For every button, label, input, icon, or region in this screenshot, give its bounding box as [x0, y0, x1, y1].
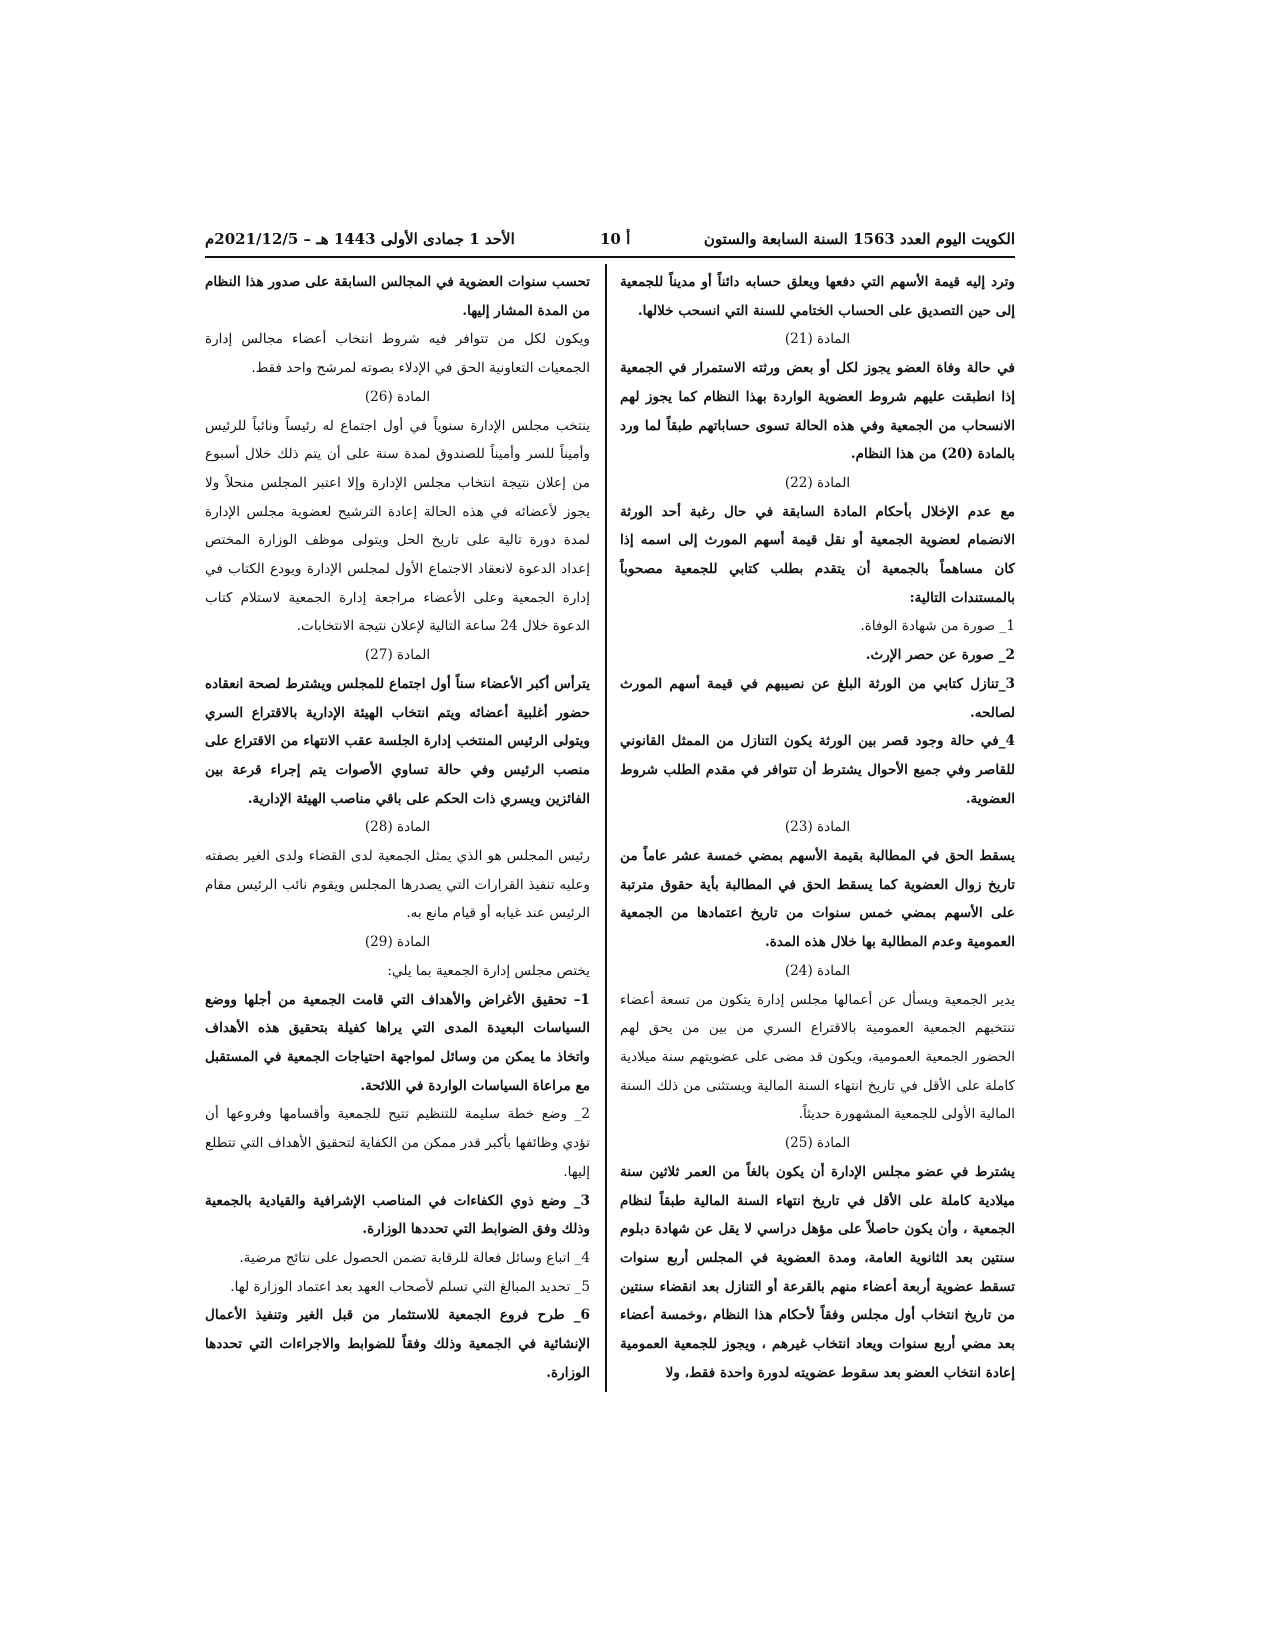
paragraph: 5_ تحديد المبالغ التي تسلم لأصحاب العهد بعد اعتماد الوزارة لها.: [230, 1278, 590, 1295]
paragraph: 4_في حالة وجود قصر بين الورثة يكون التنازل من الممثل القانوني للقاصر وفي جميع الأحوال يشترط أن تتوافر في مقدم الطلب شروط العضوية.: [620, 733, 1015, 807]
paragraph: يدير الجمعية ويسأل عن أعمالها مجلس إدارة يتكون من تسعة أعضاء تنتخبهم الجمعية العمومية بالاقتراع السري من بين من يحق لهم الحضور الجمعية العمومية، ويكون قد مضى على عضويتهم سنة ميلادية كاملة على الأقل في تاريخ انتهاء السنة المالية ويستثنى من ذلك السنة المالية الأولى للجمعية المشهورة حديثاً.: [620, 991, 1015, 1123]
paragraph: 2_ صورة عن حصر الإرث.: [865, 647, 1015, 664]
header-date: الأحد 1 جمادى الأولى 1443 هـ – 2021/12/5م: [205, 230, 515, 248]
paragraph: 3_تنازل كتابي من الورثة البلغ عن نصيبهم في قيمة أسهم المورث لصالحه.: [620, 675, 1015, 721]
header-issue-info: الكويت اليوم العدد 1563 السنة السابعة والستون: [703, 230, 1015, 248]
paragraph: 2_ وضع خطة سليمة للتنظيم تتيح للجمعية وأقسامها وفروعها أن تؤدي وظائفها بأكبر قدر ممكن من الكفاية لتحقيق الأهداف التي تتطلع إليها.: [205, 1106, 590, 1180]
paragraph: يسقط الحق في المطالبة بقيمة الأسهم بمضي خمسة عشر عاماً من تاريخ زوال العضوية كما يسقط الحق في المطالبة بأية حقوق مترتبة على الأسهم بمضي خمس سنوات من تاريخ اعتمادها من الجمعية العمومية وعدم المطالبة بها خلال هذه المدة.: [620, 848, 1015, 951]
paragraph: يشترط في عضو مجلس الإدارة أن يكون بالغاً من العمر ثلاثين سنة ميلادية كاملة على الأقل في تاريخ انتهاء السنة المالية طبقاً لنظام الجمعية ، وأن يكون حاصلاً على مؤهل دراسي لا يقل عن شهادة دبلوم سنتين بعد الثانوية العامة، ومدة العضوية في المجلس أربع سنوات تسقط عضوية أربعة أعضاء منهم بالقرعة أو التنازل بعد انقضاء سنتين من تاريخ انتخاب أول مجلس وفقاً لأحكام هذا النظام ،وخمسة أعضاء بعد مضي أربع سنوات ويعاد انتخاب غيرهم ، ويجوز للجمعية العمومية إعادة انتخاب العضو بعد سقوط عضويته لدورة واحدة فقط، ولا: [620, 1163, 1015, 1381]
page-header: [205, 228, 1015, 258]
article-heading: المادة (23): [784, 819, 851, 836]
article-heading: المادة (25): [784, 1135, 851, 1152]
article-heading: المادة (27): [364, 647, 431, 664]
paragraph: رئيس المجلس هو الذي يمثل الجمعية لدى القضاء ولدى الغير بصفته وعليه تنفيذ القرارات التي يصدرها المجلس ويقوم نائب الرئيس مقام الرئيس عند غيابه أو قيام مانع به.: [205, 848, 590, 922]
paragraph: ينتخب مجلس الإدارة سنوياً في أول اجتماع له رئيساً ونائباً للرئيس وأميناً للسر وأميناً للصندوق لمدة سنة على أن يتم ذلك خلال أسبوع من إعلان نتيجة انتخاب مجلس الإدارة وإلا اعتبر المجلس منحلاً ولا يجوز لأعضائه في هذه الحالة إعادة الترشيح لعضوية مجلس الإدارة لمدة دورة تالية على تاريخ الحل ويتولى موظف الوزارة المختص إعداد الدعوة لانعقاد الاجتماع الأول لمجلس الإدارة ويودع الكتاب في إدارة الجمعية وعلى الأعضاء مراجعة إدارة الجمعية لاستلام كتاب الدعوة خلال 24 ساعة التالية لإعلان نتيجة الانتخابات.: [205, 417, 590, 635]
paragraph: يختص مجلس إدارة الجمعية بما يلي:: [387, 962, 590, 979]
paragraph: 1_ صورة من شهادة الوفاة.: [860, 618, 1015, 635]
paragraph: تحسب سنوات العضوية في المجالس السابقة على صدور هذا النظام من المدة المشار إليها.: [205, 274, 590, 319]
paragraph: ويكون لكل من تتوافر فيه شروط انتخاب أعضاء مجالس إدارة الجمعيات التعاونية الحق في الإدلاء بصوته لمرشح واحد فقط.: [205, 331, 590, 377]
article-heading: المادة (28): [364, 819, 431, 836]
paragraph: في حالة وفاة العضو يجوز لكل أو بعض ورثته الاستمرار في الجمعية إذا انطبقت عليهم شروط العضوية الواردة بهذا النظام كما يجوز لهم الانسحاب من الجمعية وفي هذه الحالة تسوى حساباتهم طبقاً لما ورد بالمادة (20) من هذا النظام.: [620, 360, 1015, 463]
paragraph: 6_ طرح فروع الجمعية للاستثمار من قبل الغير وتنفيذ الأعمال الإنشائية في الجمعية وذلك وفقاً للضوابط والاجراءات التي تحددها الوزارة.: [205, 1307, 590, 1381]
paragraph: مع عدم الإخلال بأحكام المادة السابقة في حال رغبة أحد الورثة الانضمام لعضوية الجمعية أو نقل قيمة أسهم المورث إلى اسمه إذا كان مساهماً بالجمعية أن يتقدم بطلب كتابي للجمعية مصحوباً بالمستندات التالية:: [620, 503, 1015, 606]
paragraph: 3_ وضع ذوي الكفاءات في المناصب الإشرافية والقيادية بالجمعية وذلك وفق الضوابط التي تحددها الوزارة.: [205, 1192, 590, 1238]
article-heading: المادة (29): [364, 934, 431, 951]
right-column: [620, 268, 1015, 1387]
article-heading: المادة (21): [784, 331, 851, 348]
column-divider: [605, 264, 607, 1392]
gazette-page: [205, 228, 1015, 1428]
article-heading: المادة (22): [784, 474, 851, 491]
paragraph: 4_ اتباع وسائل فعالة للرقابة تضمن الحصول على نتائج مرضية.: [239, 1249, 590, 1266]
paragraph: وترد إليه قيمة الأسهم التي دفعها ويعلق حسابه دائناً أو مديناً للجمعية إلى حين التصديق على الحساب الختامي للسنة التي انسحب خلالها.: [620, 274, 1015, 319]
page-number: أ 10: [600, 230, 631, 248]
paragraph: 1– تحقيق الأغراض والأهداف التي قامت الجمعية من أجلها ووضع السياسات البعيدة المدى التي يراها كفيلة بتحقيق هذه الأهداف واتخاذ ما يمكن من وسائل لمواجهة احتياجات الجمعية في المستقبل مع مراعاة السياسات الواردة في اللائحة.: [205, 991, 590, 1094]
article-heading: المادة (26): [364, 388, 431, 405]
paragraph: يترأس أكبر الأعضاء سناً أول اجتماع للمجلس ويشترط لصحة انعقاده حضور أغلبية أعضائه ويتم انتخاب الهيئة الإدارية بالاقتراع السري ويتولى الرئيس المنتخب إدارة الجلسة عقب الانتهاء من الاقتراع على منصب الرئيس وفي حالة تساوي الأصوات يتم إجراء قرعة بين الفائزين ويسري ذات الحكم على باقي مناصب الهيئة الإدارية.: [205, 675, 590, 807]
left-column: [205, 268, 590, 1387]
article-heading: المادة (24): [784, 962, 851, 979]
